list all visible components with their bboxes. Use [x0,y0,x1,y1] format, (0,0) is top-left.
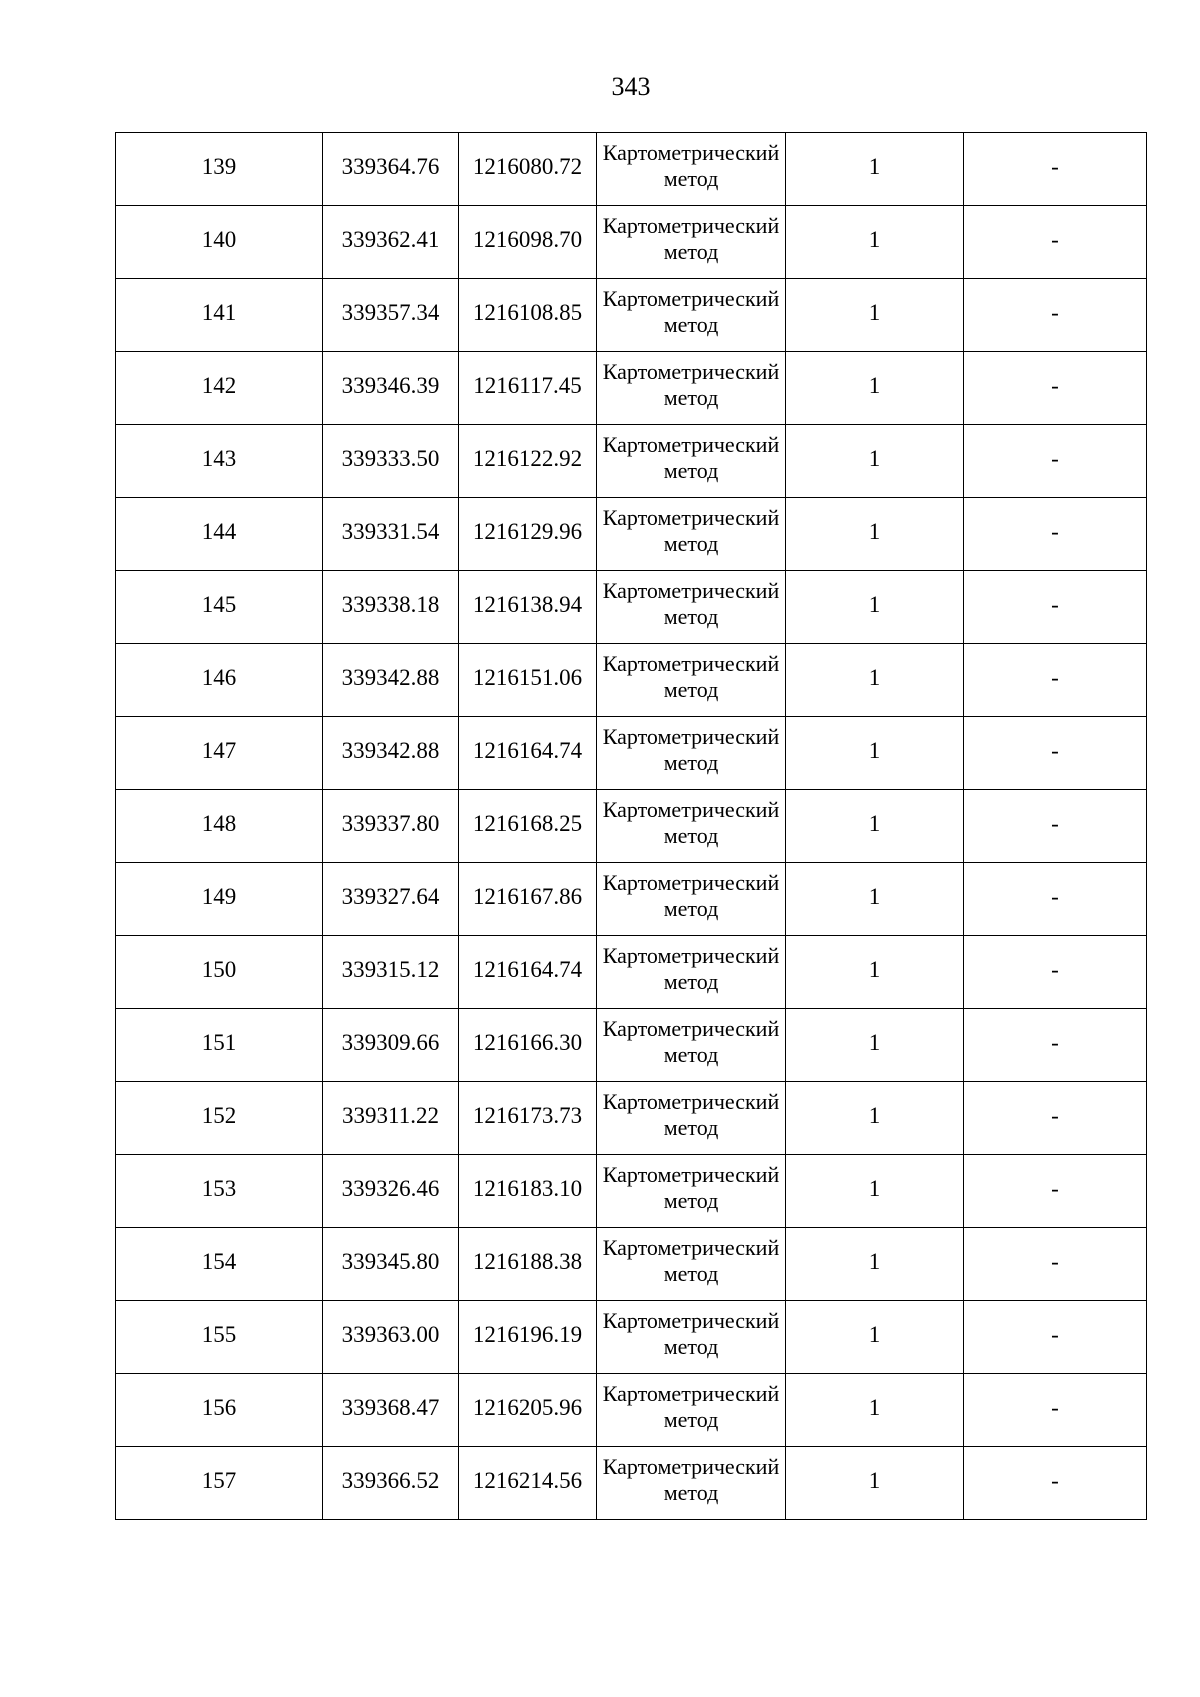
point-number-text: 150 [201,956,237,982]
point-number-text: 156 [201,1394,237,1420]
note-text: - [1051,299,1059,325]
point-number-text: 142 [201,372,237,398]
note-text: - [1051,1394,1059,1420]
method-cell [597,206,786,279]
note-cell [964,1155,1147,1228]
point-number-cell [116,790,323,863]
method-text: Картометрический метод [602,286,780,337]
note-text: - [1051,226,1059,252]
method-cell [597,644,786,717]
note-cell [964,1301,1147,1374]
x-coordinate-cell [323,1009,459,1082]
y-coordinate-cell [459,717,597,790]
y-coordinate-text: 1216214.56 [472,1467,583,1493]
note-cell [964,1082,1147,1155]
y-coordinate-cell [459,1374,597,1447]
method-cell [597,352,786,425]
point-number-text: 149 [201,883,237,909]
table-row [116,1155,1147,1228]
y-coordinate-text: 1216164.74 [472,956,583,982]
accuracy-text: 1 [868,372,881,398]
accuracy-text: 1 [868,1467,881,1493]
note-cell [964,863,1147,936]
x-coordinate-text: 339331.54 [341,518,440,544]
y-coordinate-text: 1216196.19 [472,1321,583,1347]
accuracy-text: 1 [868,1248,881,1274]
accuracy-cell [786,425,964,498]
note-cell [964,498,1147,571]
method-text: Картометрический метод [602,432,780,483]
note-cell [964,644,1147,717]
point-number-cell [116,644,323,717]
y-coordinate-text: 1216117.45 [473,372,582,398]
accuracy-text: 1 [868,1029,881,1055]
y-coordinate-text: 1216166.30 [472,1029,583,1055]
accuracy-text: 1 [868,445,881,471]
method-cell [597,1155,786,1228]
y-coordinate-cell [459,1447,597,1520]
method-text: Картометрический метод [602,870,780,921]
y-coordinate-cell [459,352,597,425]
accuracy-cell [786,1301,964,1374]
x-coordinate-text: 339345.80 [341,1248,440,1274]
x-coordinate-cell [323,1447,459,1520]
accuracy-text: 1 [868,518,881,544]
x-coordinate-cell [323,1374,459,1447]
method-cell [597,1082,786,1155]
note-text: - [1051,1029,1059,1055]
method-text: Картометрический метод [602,651,780,702]
y-coordinate-text: 1216138.94 [472,591,583,617]
note-cell [964,717,1147,790]
x-coordinate-text: 339333.50 [341,445,440,471]
accuracy-cell [786,206,964,279]
y-coordinate-text: 1216080.72 [472,153,583,179]
point-number-text: 153 [201,1175,237,1201]
accuracy-text: 1 [868,591,881,617]
method-cell [597,863,786,936]
accuracy-cell [786,717,964,790]
accuracy-cell [786,790,964,863]
method-cell [597,425,786,498]
point-number-text: 143 [201,445,237,471]
y-coordinate-text: 1216173.73 [472,1102,583,1128]
point-number-cell [116,133,323,206]
point-number-cell [116,1009,323,1082]
x-coordinate-text: 339315.12 [341,956,440,982]
accuracy-text: 1 [868,299,881,325]
method-cell [597,936,786,1009]
x-coordinate-cell [323,206,459,279]
x-coordinate-text: 339311.22 [342,1102,439,1128]
x-coordinate-cell [323,936,459,1009]
note-text: - [1051,1102,1059,1128]
accuracy-cell [786,571,964,644]
x-coordinate-text: 339363.00 [341,1321,440,1347]
y-coordinate-cell [459,1301,597,1374]
y-coordinate-text: 1216151.06 [472,664,583,690]
method-text: Картометрический метод [602,213,780,264]
y-coordinate-cell [459,863,597,936]
note-text: - [1051,1175,1059,1201]
point-number-text: 144 [201,518,237,544]
accuracy-cell [786,498,964,571]
method-text: Картометрический метод [602,1016,780,1067]
y-coordinate-cell [459,133,597,206]
method-cell [597,1374,786,1447]
note-cell [964,1009,1147,1082]
y-coordinate-cell [459,644,597,717]
table-row [116,425,1147,498]
method-cell [597,1009,786,1082]
method-text: Картометрический метод [602,140,780,191]
note-text: - [1051,591,1059,617]
table-row [116,1374,1147,1447]
table-row [116,936,1147,1009]
y-coordinate-cell [459,1009,597,1082]
note-text: - [1051,664,1059,690]
point-number-text: 152 [201,1102,237,1128]
x-coordinate-cell [323,644,459,717]
method-text: Картометрический метод [602,797,780,848]
accuracy-text: 1 [868,956,881,982]
note-cell [964,352,1147,425]
accuracy-text: 1 [868,810,881,836]
note-text: - [1051,372,1059,398]
point-number-cell [116,498,323,571]
accuracy-cell [786,644,964,717]
accuracy-text: 1 [868,883,881,909]
point-number-text: 139 [201,153,237,179]
y-coordinate-text: 1216205.96 [472,1394,583,1420]
method-text: Картометрический метод [602,1089,780,1140]
table-row [116,133,1147,206]
y-coordinate-cell [459,279,597,352]
method-text: Картометрический метод [602,1454,780,1505]
table-row [116,571,1147,644]
y-coordinate-cell [459,425,597,498]
table-row [116,863,1147,936]
note-cell [964,133,1147,206]
x-coordinate-text: 339342.88 [341,664,440,690]
point-number-cell [116,936,323,1009]
point-number-text: 140 [201,226,237,252]
point-number-text: 148 [201,810,237,836]
point-number-text: 154 [201,1248,237,1274]
x-coordinate-text: 339368.47 [341,1394,440,1420]
method-cell [597,498,786,571]
accuracy-cell [786,1374,964,1447]
y-coordinate-cell [459,206,597,279]
table-body [116,133,1147,1520]
note-text: - [1051,1467,1059,1493]
point-number-cell [116,571,323,644]
method-cell [597,717,786,790]
y-coordinate-cell [459,790,597,863]
method-cell [597,790,786,863]
method-text: Картометрический метод [602,359,780,410]
method-text: Картометрический метод [602,1162,780,1213]
method-text: Картометрический метод [602,943,780,994]
y-coordinate-cell [459,936,597,1009]
x-coordinate-cell [323,1082,459,1155]
y-coordinate-text: 1216167.86 [472,883,583,909]
x-coordinate-cell [323,498,459,571]
y-coordinate-text: 1216098.70 [472,226,583,252]
point-number-cell [116,425,323,498]
point-number-cell [116,1374,323,1447]
point-number-cell [116,1447,323,1520]
y-coordinate-text: 1216122.92 [472,445,583,471]
table-row [116,1301,1147,1374]
x-coordinate-text: 339327.64 [341,883,440,909]
coordinates-table [115,132,1147,1520]
x-coordinate-cell [323,790,459,863]
accuracy-cell [786,352,964,425]
point-number-text: 155 [201,1321,237,1347]
point-number-text: 145 [201,591,237,617]
method-cell [597,1301,786,1374]
page-number: 343 [611,72,651,101]
accuracy-cell [786,863,964,936]
x-coordinate-cell [323,425,459,498]
x-coordinate-cell [323,1228,459,1301]
note-cell [964,206,1147,279]
point-number-text: 147 [201,737,237,763]
accuracy-text: 1 [868,1175,881,1201]
point-number-cell [116,1155,323,1228]
note-text: - [1051,1248,1059,1274]
accuracy-cell [786,1447,964,1520]
x-coordinate-text: 339337.80 [341,810,440,836]
point-number-text: 157 [201,1467,237,1493]
x-coordinate-cell [323,717,459,790]
x-coordinate-text: 339326.46 [341,1175,440,1201]
table-row [116,279,1147,352]
accuracy-cell [786,133,964,206]
y-coordinate-text: 1216188.38 [472,1248,583,1274]
note-cell [964,1374,1147,1447]
accuracy-text: 1 [868,1102,881,1128]
point-number-cell [116,206,323,279]
method-text: Картометрический метод [602,505,780,556]
table-row [116,1082,1147,1155]
x-coordinate-cell [323,571,459,644]
note-text: - [1051,518,1059,544]
point-number-cell [116,1228,323,1301]
x-coordinate-text: 339357.34 [341,299,440,325]
note-cell [964,425,1147,498]
note-cell [964,790,1147,863]
method-cell [597,279,786,352]
method-cell [597,133,786,206]
table-row [116,644,1147,717]
method-text: Картометрический метод [602,578,780,629]
x-coordinate-text: 339309.66 [341,1029,440,1055]
x-coordinate-text: 339338.18 [341,591,440,617]
x-coordinate-text: 339346.39 [341,372,440,398]
y-coordinate-cell [459,1082,597,1155]
accuracy-text: 1 [868,153,881,179]
y-coordinate-text: 1216129.96 [472,518,583,544]
accuracy-text: 1 [868,737,881,763]
y-coordinate-text: 1216164.74 [472,737,583,763]
method-cell [597,1228,786,1301]
method-cell [597,571,786,644]
point-number-cell [116,717,323,790]
note-text: - [1051,1321,1059,1347]
method-cell [597,1447,786,1520]
y-coordinate-text: 1216168.25 [472,810,583,836]
x-coordinate-text: 339366.52 [341,1467,440,1493]
note-text: - [1051,956,1059,982]
y-coordinate-cell [459,571,597,644]
y-coordinate-cell [459,498,597,571]
table-row [116,1447,1147,1520]
point-number-text: 146 [201,664,237,690]
accuracy-cell [786,1082,964,1155]
point-number-cell [116,863,323,936]
accuracy-cell [786,1228,964,1301]
note-text: - [1051,810,1059,836]
table-row [116,352,1147,425]
y-coordinate-text: 1216183.10 [472,1175,583,1201]
x-coordinate-cell [323,352,459,425]
x-coordinate-cell [323,1155,459,1228]
x-coordinate-cell [323,279,459,352]
point-number-cell [116,352,323,425]
table-row [116,1009,1147,1082]
point-number-cell [116,279,323,352]
accuracy-text: 1 [868,226,881,252]
note-cell [964,1228,1147,1301]
note-text: - [1051,445,1059,471]
method-text: Картометрический метод [602,724,780,775]
point-number-text: 141 [201,299,237,325]
method-text: Картометрический метод [602,1381,780,1432]
note-text: - [1051,737,1059,763]
accuracy-text: 1 [868,664,881,690]
accuracy-text: 1 [868,1321,881,1347]
note-cell [964,571,1147,644]
point-number-text: 151 [201,1029,237,1055]
x-coordinate-text: 339342.88 [341,737,440,763]
note-cell [964,936,1147,1009]
y-coordinate-cell [459,1155,597,1228]
x-coordinate-text: 339362.41 [341,226,440,252]
x-coordinate-text: 339364.76 [341,153,440,179]
y-coordinate-cell [459,1228,597,1301]
method-text: Картометрический метод [602,1235,780,1286]
accuracy-cell [786,279,964,352]
note-cell [964,279,1147,352]
accuracy-text: 1 [868,1394,881,1420]
accuracy-cell [786,1009,964,1082]
point-number-cell [116,1082,323,1155]
table-row [116,206,1147,279]
note-text: - [1051,153,1059,179]
table-row [116,790,1147,863]
y-coordinate-text: 1216108.85 [472,299,583,325]
note-text: - [1051,883,1059,909]
accuracy-cell [786,1155,964,1228]
x-coordinate-cell [323,133,459,206]
x-coordinate-cell [323,1301,459,1374]
table-row [116,717,1147,790]
method-text: Картометрический метод [602,1308,780,1359]
table-row [116,498,1147,571]
accuracy-cell [786,936,964,1009]
note-cell [964,1447,1147,1520]
table-row [116,1228,1147,1301]
point-number-cell [116,1301,323,1374]
x-coordinate-cell [323,863,459,936]
